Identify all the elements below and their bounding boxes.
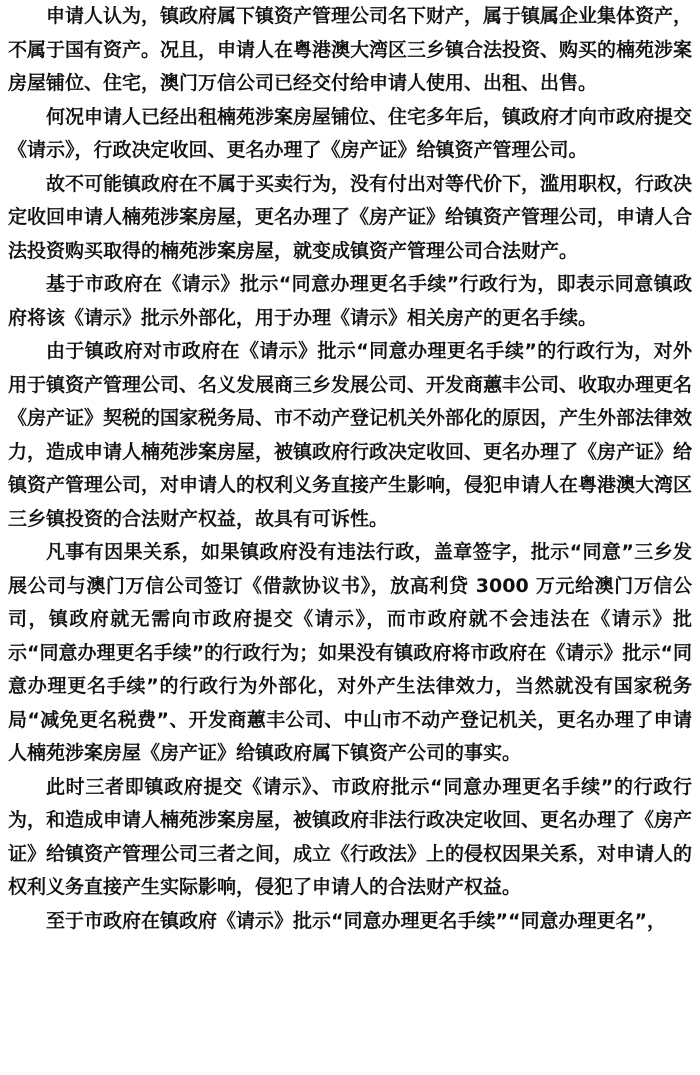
- paragraph-4: 基于市政府在《请示》批示“同意办理更名手续”行政行为，即表示同意镇政府将该《请示》批示外部化，用于办理《请示》相关房产的更名手续。: [8, 273, 692, 329]
- paragraph-2: 何况申请人已经出租楠苑涉案房屋铺位、住宅多年后，镇政府才向市政府提交《请示》，行政决定收回、更名办理了《房产证》给镇资产管理公司。: [8, 105, 693, 161]
- paragraph-3: 故不可能镇政府在不属于买卖行为，没有付出对等代价下，滥用职权，行政决定收回申请人楠苑涉案房屋，更名办理了《房产证》给镇资产管理公司，申请人合法投资购买取得的楠苑涉案房屋，就变成镇资产管理公司合法财产。: [8, 172, 693, 262]
- document-page: [8, 0, 692, 938]
- paragraph-5: 由于镇政府对市政府在《请示》批示“同意办理更名手续”的行政行为，对外用于镇资产管理公司、名义发展商三乡发展公司、开发商蕙丰公司、收取办理更名《房产证》契税的国家税务局、市不动产登记机关外部化的原因，产生外部法律效力，造成申请人楠苑涉案房屋，被镇政府行政决定收回、更名办理了《房产证》给镇资产管理公司，对申请人的权利义务直接产生影响，侵犯申请人在粤港澳大湾区三乡镇投资的合法财产权益，故具有可诉性。: [8, 340, 693, 530]
- paragraph-7: 此时三者即镇政府提交《请示》、市政府批示“同意办理更名手续”的行政行为，和造成申请人楠苑涉案房屋，被镇政府非法行政决定收回、更名办理了《房产证》给镇资产管理公司三者之间，成立《行政法》上的侵权因果关系，对申请人的权利义务直接产生实际影响，侵犯了申请人的合法财产权益。: [8, 775, 693, 898]
- paragraph-8: 至于市政府在镇政府《请示》批示“同意办理更名手续”“同意办理更名”，: [46, 909, 666, 932]
- paragraph-6: 凡事有因果关系，如果镇政府没有违法行政，盖章签字，批示“同意”三乡发展公司与澳门万信公司签订《借款协议书》，放高利贷 3000 万元给澳门万信公司，镇政府就无需向市政府提交《请示》，而市政府就不会违法在《请示》批示“同意办理更名手续”的行政行为；如果没有镇政府将市政府在《请示》批示“同意办理更名手续”的行政行为外部化，对外产生法律效力，当然就没有国家税务局“减免更名税费”、开发商蕙丰公司、中山市不动产登记机关，更名办理了申请人楠苑涉案房屋《房产证》给镇政府属下镇资产公司的事实。: [8, 541, 692, 764]
- paragraph-1: 申请人认为，镇政府属下镇资产管理公司名下财产，属于镇属企业集体资产，不属于国有资产。况且，申请人在粤港澳大湾区三乡镇合法投资、购买的楠苑涉案房屋铺位、住宅，澳门万信公司已经交付给申请人使用、出租、出售。: [8, 5, 693, 94]
